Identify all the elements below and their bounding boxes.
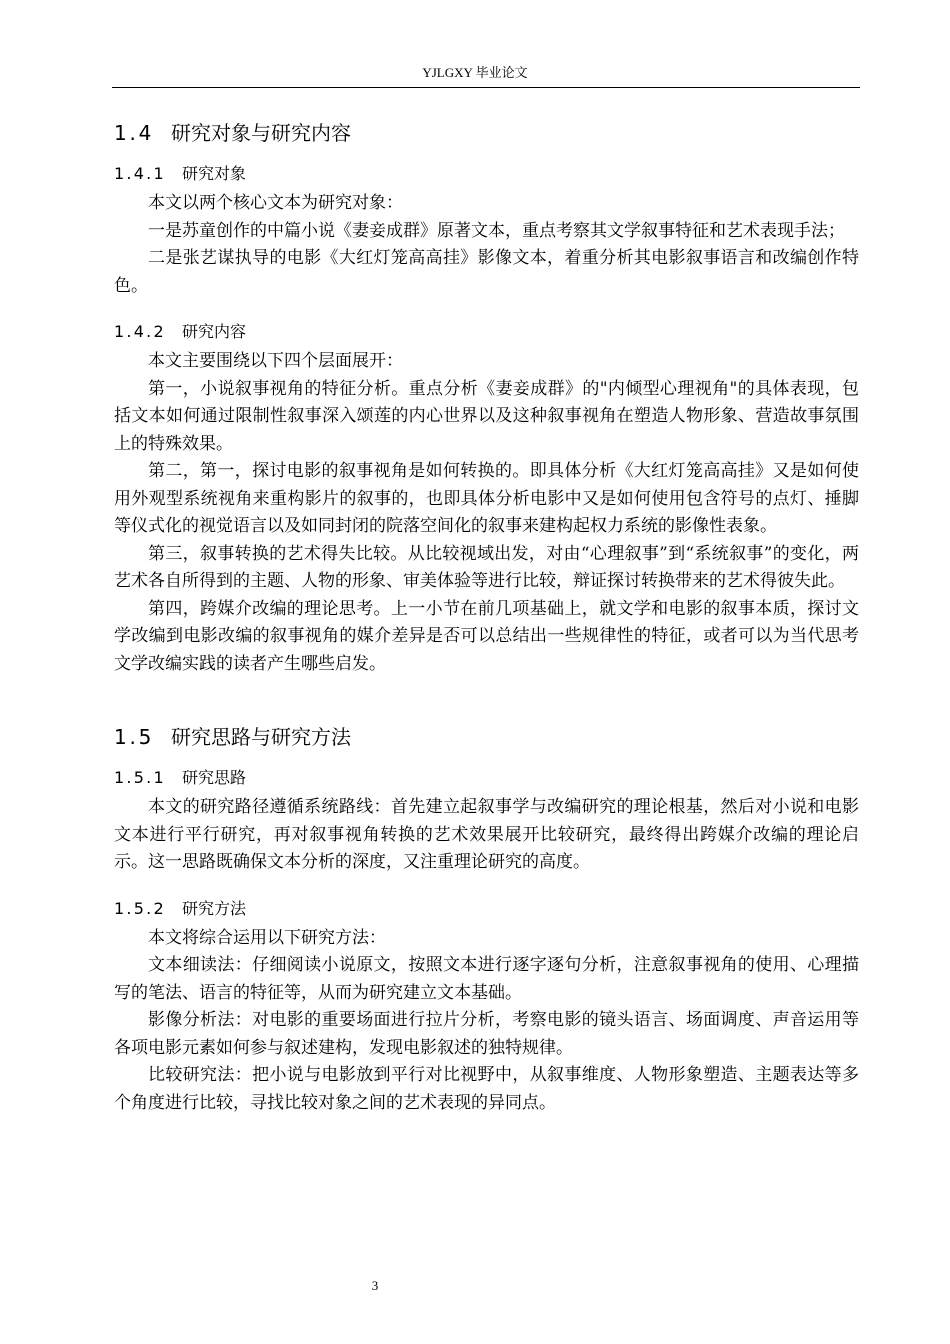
- subsection-heading-1-5-1: [114, 766, 859, 790]
- subsection-heading-1-5-2: [114, 897, 859, 921]
- paragraph: 一是苏童创作的中篇小说《妻妾成群》原著文本，重点考察其文学叙事特征和艺术表现手法；: [148, 220, 845, 241]
- section-number: 1.4: [114, 121, 155, 145]
- section-heading-1-4: [114, 118, 859, 148]
- subsection-heading-1-4-1: [114, 162, 859, 186]
- paragraph: 文本细读法：仔细阅读小说原文，按照文本进行逐字逐句分析，注意叙事视角的使用、心理描写的笔法、语言的特征等，从而为研究建立文本基础。: [114, 955, 859, 1003]
- paragraph: 影像分析法：对电影的重要场面进行拉片分析，考察电影的镜头语言、场面调度、声音运用等各项电影元素如何参与叙述建构，发现电影叙述的独特规律。: [114, 1010, 859, 1058]
- subsection-title: 研究思路: [182, 768, 247, 787]
- paragraph: 第一，小说叙事视角的特征分析。重点分析《妻妾成群》的"内倾型心理视角"的具体表现，包括文本如何通过限制性叙事深入颂莲的内心世界以及这种叙事视角在塑造人物形象、营造故事氛围上的特殊效果。: [114, 378, 859, 454]
- subsection-title: 研究方法: [182, 898, 247, 918]
- paragraph: 比较研究法：把小说与电影放到平行对比视野中，从叙事维度、人物形象塑造、主题表达等多个角度进行比较，寻找比较对象之间的艺术表现的异同点。: [114, 1065, 859, 1113]
- section-number: 1.5: [114, 725, 155, 749]
- subsection-heading-1-4-2: [114, 320, 859, 344]
- page-number: 3: [371, 1278, 379, 1293]
- section-heading-1-5: [114, 722, 859, 752]
- paragraph: 第三，叙事转换的艺术得失比较。从比较视域出发，对由“心理叙事”到“系统叙事”的变化，两艺术各自所得到的主题、人物的形象、审美体验等进行比较，辩证探讨转换带来的艺术得彼失此。: [114, 543, 859, 591]
- section-title: 研究对象与研究内容: [171, 121, 351, 145]
- paragraph: 二是张艺谋执导的电影《大红灯笼高高挂》影像文本，着重分析其电影叙事语言和改编创作特色。: [114, 248, 859, 296]
- subsection-title: 研究内容: [182, 322, 247, 341]
- paragraph: 第二，第一，探讨电影的叙事视角是如何转换的。即具体分析《大红灯笼高高挂》又是如何使用外观型系统视角来重构影片的叙事的，也即具体分析电影中又是如何使用包含符号的点灯、捶脚等仪式化的视觉语言以及如同封闭的院落空间化的叙事来建构起权力系统的影像性表象。: [114, 461, 859, 536]
- paragraph: 本文主要围绕以下四个层面展开：: [148, 351, 403, 371]
- subsection-title: 研究对象: [182, 164, 247, 183]
- section-title: 研究思路与研究方法: [171, 725, 351, 749]
- header-rule: [112, 87, 860, 88]
- subsection-number: 1.5.1: [114, 768, 166, 787]
- paragraph: 本文以两个核心文本为研究对象：: [148, 193, 403, 213]
- page-body: [114, 108, 859, 1117]
- paragraph: 本文将综合运用以下研究方法：: [148, 927, 386, 948]
- paragraph: 第四，跨媒介改编的理论思考。上一小节在前几项基础上，就文学和电影的叙事本质，探讨文学改编到电影改编的叙事视角的媒介差异是否可以总结出一些规律性的特征，或者可以为当代思考文学改编实践的读者产生哪些启发。: [114, 598, 859, 674]
- subsection-number: 1.5.2: [114, 898, 166, 918]
- subsection-number: 1.4.2: [114, 322, 166, 341]
- running-header: YJLGXY 毕业论文: [422, 65, 528, 80]
- paragraph: 本文的研究路径遵循系统路线：首先建立起叙事学与改编研究的理论根基，然后对小说和电影文本进行平行研究，再对叙事视角转换的艺术效果展开比较研究，最终得出跨媒介改编的理论启示。这一思路既确保文本分析的深度，又注重理论研究的高度。: [114, 797, 859, 872]
- subsection-number: 1.4.1: [114, 164, 166, 183]
